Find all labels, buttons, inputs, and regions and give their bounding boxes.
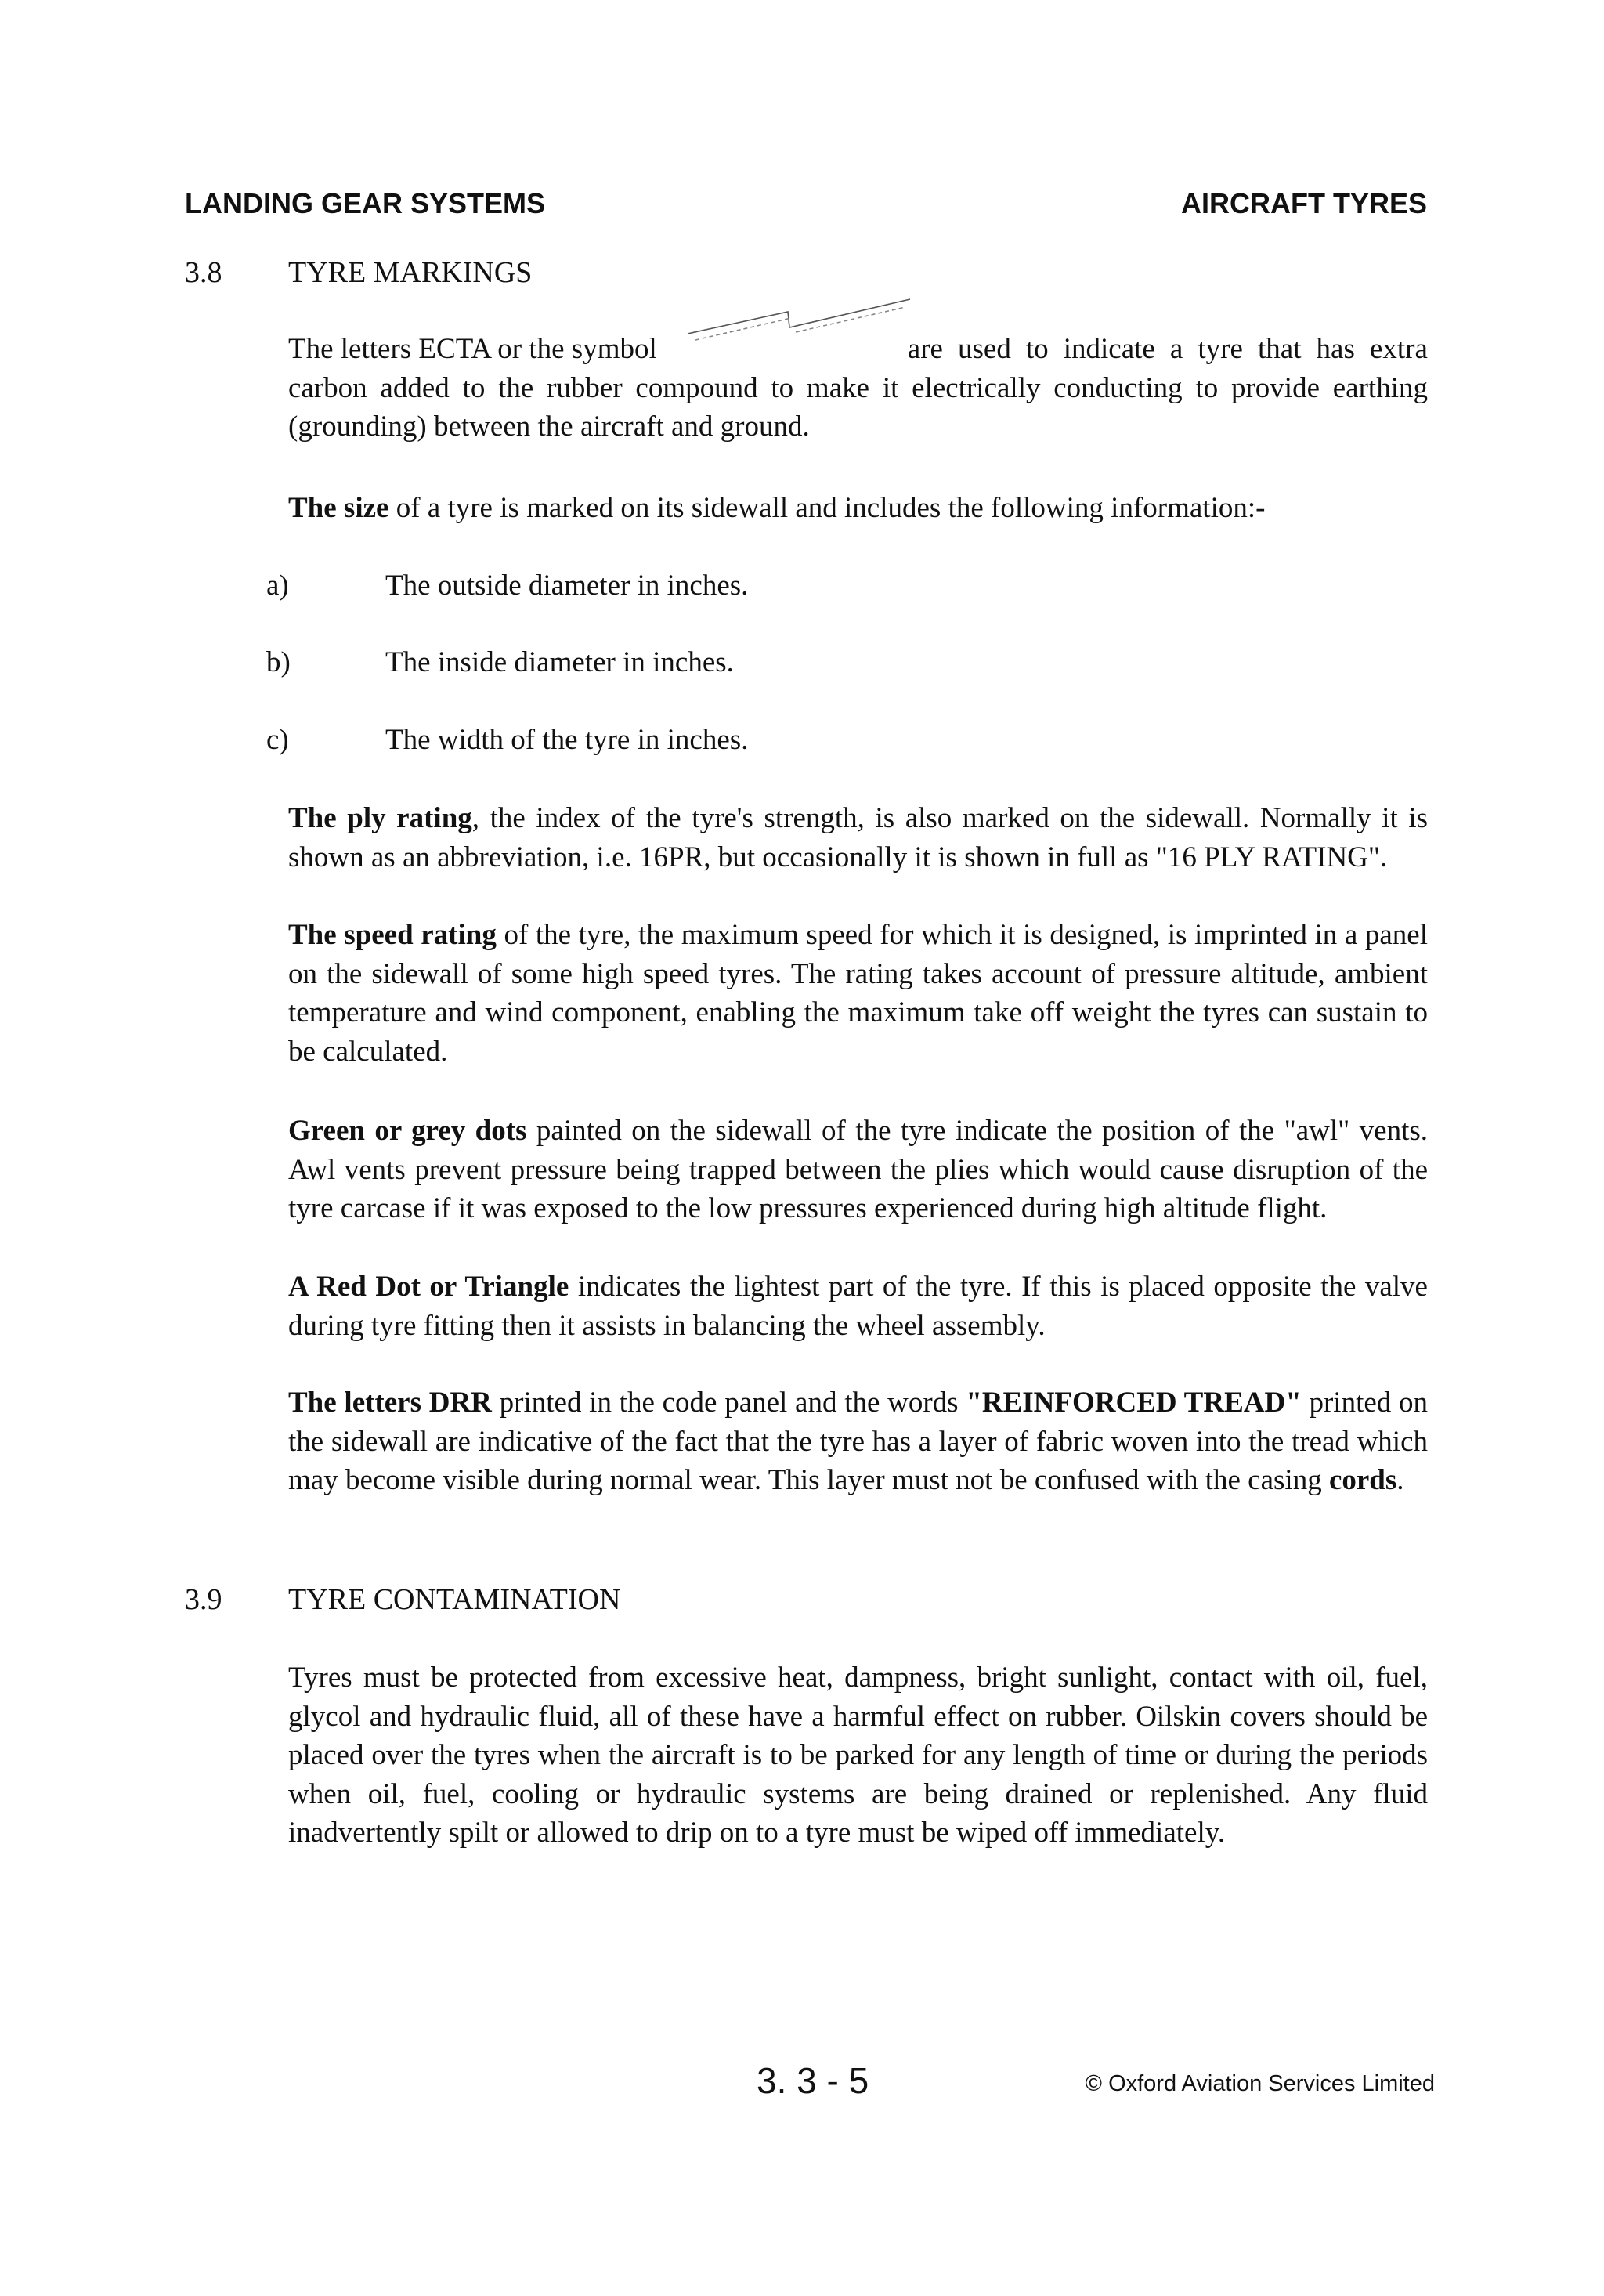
word: has bbox=[1316, 333, 1355, 365]
paragraph-text: . bbox=[1396, 1464, 1404, 1496]
section-number: 3.8 bbox=[185, 256, 222, 289]
section-title: TYRE MARKINGS bbox=[288, 256, 533, 289]
bold-term: The letters DRR bbox=[288, 1387, 492, 1419]
bold-term: The size bbox=[288, 492, 389, 524]
symbol-space bbox=[665, 331, 900, 369]
section-number: 3.9 bbox=[185, 1583, 222, 1616]
ecta-text-rest: carbon added to the rubber compound to make it electrically conducting to provide earthing (grounding) between the aircraft and ground. bbox=[288, 371, 1428, 443]
paragraph-text: printed on the sidewall are indicative of the fact that the tyre has a layer of fabric woven into the tread which may become visible during normal wear. This layer must not be confused with the casing bbox=[288, 1387, 1429, 1496]
word: used bbox=[958, 333, 1011, 365]
contamination-paragraph: Tyres must be protected from excessive heat, dampness, bright sunlight, contact with oil, fuel, glycol and hydraulic fluid, all of these have a harmful effect on rubber. Oilskin covers should be placed over the tyres when the aircraft is to be parked for any length of time or during the periods when oil, fuel, cooling or hydraulic systems are being drained or replenished. Any fluid inadvertently spilt or allowed to drip on to a tyre must be wiped off immediately. bbox=[288, 1661, 1428, 1849]
list-item bbox=[266, 567, 748, 605]
list-text: The outside diameter in inches. bbox=[385, 569, 749, 602]
paragraph-text: indicates the lightest part of the tyre. If this is placed opposite the valve during tyre fitting then it assists in balancing the wheel assembly. bbox=[288, 1271, 1428, 1342]
bold-term: The ply rating bbox=[288, 802, 472, 834]
word: that bbox=[1258, 333, 1302, 365]
paragraph-text: painted on the sidewall of the tyre indicate the position of the "awl" vents. Awl vents prevent pressure being trapped between the plies which would cause disruption of the tyre carcase if it was exposed to the low pressures experienced during high altitude flight. bbox=[288, 1115, 1429, 1224]
word: tyre bbox=[1198, 333, 1243, 365]
list-marker: c) bbox=[266, 724, 289, 756]
list-text: The width of the tyre in inches. bbox=[385, 724, 749, 756]
bold-term: Green or grey dots bbox=[288, 1115, 527, 1147]
size-intro-paragraph bbox=[288, 489, 1428, 528]
running-header-right: AIRCRAFT TYRES bbox=[1181, 187, 1427, 219]
bold-term: "REINFORCED TREAD" bbox=[966, 1387, 1302, 1419]
ecta-text-before-symbol: The letters ECTA or the symbol bbox=[288, 333, 657, 365]
speed-rating-paragraph bbox=[288, 916, 1428, 1071]
running-header-left: LANDING GEAR SYSTEMS bbox=[185, 187, 546, 219]
red-dot-paragraph bbox=[288, 1267, 1428, 1345]
paragraph-text: , the index of the tyre's strength, is also marked on the sidewall. Normally it is shown as an abbreviation, i.e. 16PR, but occasionally it is shown in full as "16 PLY RATING". bbox=[288, 802, 1429, 873]
page-number: 3. 3 - 5 bbox=[757, 2060, 869, 2101]
bold-term: The speed rating bbox=[288, 919, 497, 951]
list-item bbox=[266, 721, 748, 759]
drr-paragraph bbox=[288, 1383, 1428, 1500]
ecta-first-line bbox=[288, 330, 1428, 369]
bold-term: A Red Dot or Triangle bbox=[288, 1271, 569, 1303]
word: are bbox=[907, 333, 943, 365]
paragraph-text: printed in the code panel and the words bbox=[491, 1387, 966, 1419]
word: a bbox=[1169, 333, 1183, 365]
list-marker: a) bbox=[266, 569, 289, 602]
word: indicate bbox=[1063, 333, 1155, 365]
section-title: TYRE CONTAMINATION bbox=[288, 1583, 621, 1616]
word: extra bbox=[1369, 333, 1428, 365]
dots-paragraph bbox=[288, 1112, 1428, 1228]
list-text: The inside diameter in inches. bbox=[385, 646, 734, 678]
word: to bbox=[1025, 333, 1049, 365]
copyright-notice: © Oxford Aviation Services Limited bbox=[1085, 2071, 1435, 2096]
ecta-paragraph bbox=[288, 330, 1428, 447]
list-item bbox=[266, 644, 734, 682]
paragraph-text: of a tyre is marked on its sidewall and includes the following information:- bbox=[388, 492, 1266, 524]
ply-rating-paragraph bbox=[288, 799, 1428, 877]
bold-term: cords bbox=[1328, 1464, 1397, 1496]
paragraph-text: of the tyre, the maximum speed for which it is designed, is imprinted in a panel on the sidewall of some high speed tyres. The rating takes account of pressure altitude, ambient temperature and wind component, enabling the maximum take off weight the tyres can sustain to be calculated. bbox=[288, 919, 1428, 1068]
ecta-text-after-symbol bbox=[908, 330, 1428, 369]
list-marker: b) bbox=[266, 646, 291, 678]
